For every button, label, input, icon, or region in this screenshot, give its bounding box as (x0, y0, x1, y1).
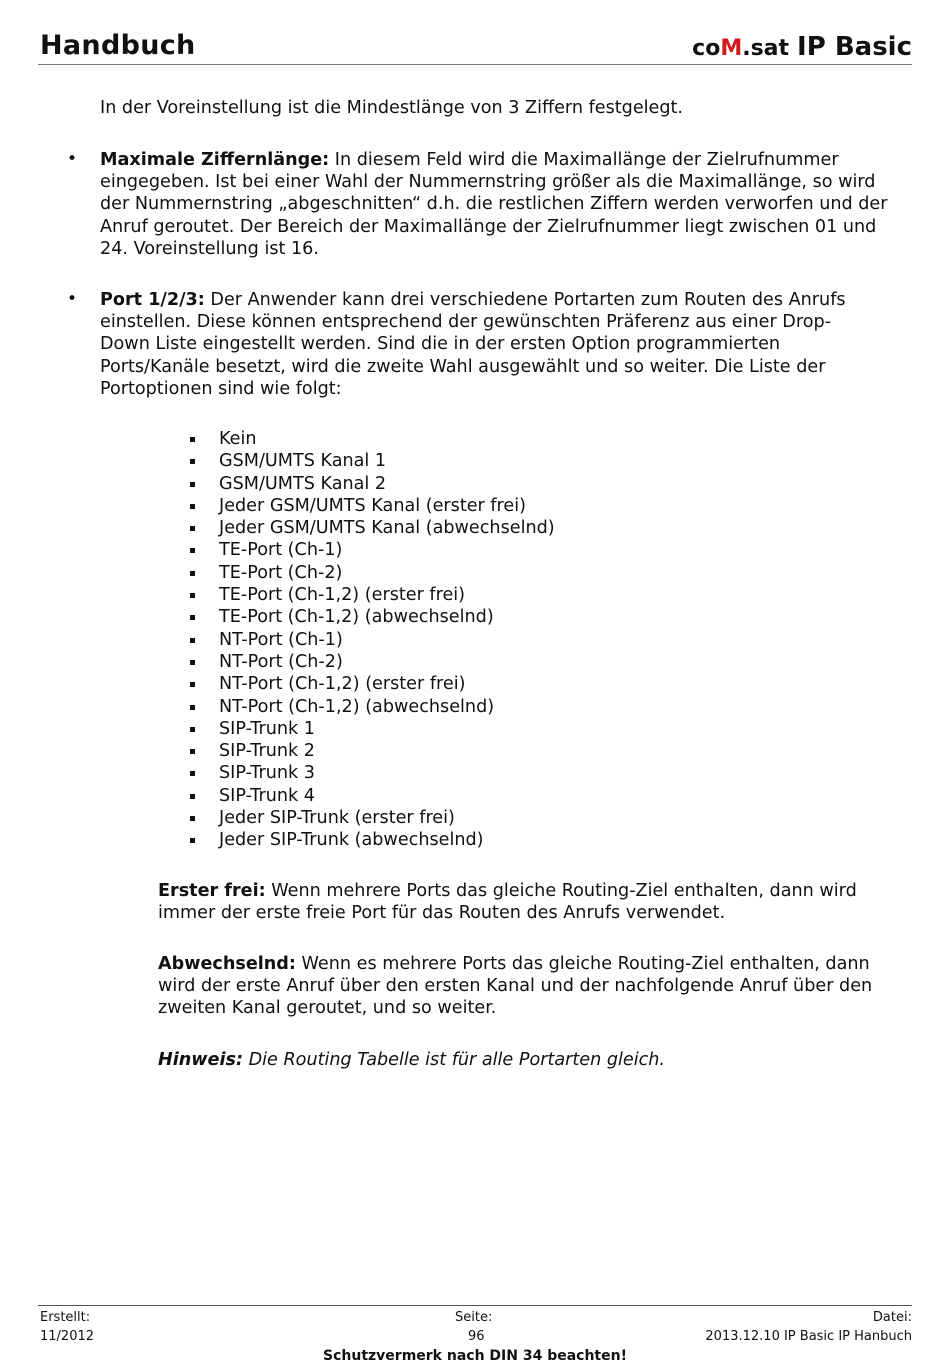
port-option-label: SIP-Trunk 4 (219, 785, 315, 806)
square-bullet-icon (190, 593, 195, 598)
port-option-label: SIP-Trunk 3 (219, 763, 315, 784)
max-length-text: In diesem Feld wird die Maximallänge der Zielrufnummer eingegeben. Ist bei einer Wahl der Nummernstring größer als die Maximallänge, so wird der Nummernstring „abgeschnitten“ d.h. die restlichen Ziffern werden verworfen und der Anruf geroutet. Der Bereich der Maximallänge der Zielrufnummer liegt zwischen 01 und 24. Voreinstellung ist 16. (100, 150, 888, 259)
port-option-item (190, 539, 555, 561)
square-bullet-icon (190, 682, 195, 687)
footer-notice: Schutzvermerk nach DIN 34 beachten! (323, 1348, 627, 1364)
port-option-label: SIP-Trunk 2 (219, 741, 315, 762)
port-option-label: SIP-Trunk 1 (219, 718, 315, 739)
port-option-label: Jeder GSM/UMTS Kanal (abwechselnd) (219, 518, 555, 539)
comsat-logo (692, 36, 789, 61)
port-option-item (190, 450, 555, 472)
square-bullet-icon (190, 504, 195, 509)
footer-file-value: 2013.12.10 IP Basic IP Hanbuch (705, 1329, 912, 1344)
square-bullet-icon (190, 571, 195, 576)
square-bullet-icon (190, 816, 195, 821)
note-term: Hinweis: (158, 1050, 244, 1070)
square-bullet-icon (190, 548, 195, 553)
port-option-item (190, 673, 555, 695)
bullet-max: • (67, 149, 78, 169)
port-option-label: Kein (219, 429, 257, 449)
port-option-item (190, 718, 555, 740)
port-option-label: Jeder SIP-Trunk (abwechselnd) (219, 830, 484, 851)
port-option-label: TE-Port (Ch-1) (219, 540, 343, 561)
port-option-label: NT-Port (Ch-1,2) (erster frei) (219, 674, 466, 695)
max-length-term: Maximale Ziffernlänge: (100, 150, 330, 170)
max-length-paragraph (100, 149, 900, 260)
first-free-term: Erster frei: (158, 881, 266, 901)
port-option-item (190, 562, 555, 584)
square-bullet-icon (190, 705, 195, 710)
footer-file-label: Datei: (872, 1310, 912, 1325)
port-option-label: NT-Port (Ch-2) (219, 651, 343, 672)
square-bullet-icon (190, 615, 195, 620)
alternating-paragraph (158, 953, 910, 1020)
port-option-item (190, 696, 555, 718)
first-free-paragraph (158, 880, 903, 924)
bullet-port: • (67, 289, 78, 309)
square-bullet-icon (190, 437, 195, 442)
port-option-item (190, 517, 555, 539)
header-brand (692, 32, 912, 62)
page-header (38, 28, 912, 65)
port-option-item (190, 629, 555, 651)
alternating-term: Abwechselnd: (158, 954, 296, 974)
square-bullet-icon (190, 838, 195, 843)
port-term: Port 1/2/3: (100, 290, 205, 310)
first-free-text: Wenn mehrere Ports das gleiche Routing-Ziel enthalten, dann wird immer der erste freie Port für das Routen des Anrufs verwendet. (158, 881, 857, 924)
footer-page-value: 96 (468, 1329, 485, 1344)
header-title: Handbuch (40, 30, 196, 61)
square-bullet-icon (190, 459, 195, 464)
port-option-item (190, 584, 555, 606)
port-option-item (190, 428, 555, 450)
port-option-item (190, 651, 555, 673)
note-text: Die Routing Tabelle ist für alle Portarten gleich. (243, 1050, 666, 1070)
square-bullet-icon (190, 749, 195, 754)
square-bullet-icon (190, 794, 195, 799)
logo-sat: .sat (742, 36, 790, 61)
port-text: Der Anwender kann drei verschiedene Portarten zum Routen des Anrufs einstellen. Diese können entsprechend der gewünschten Präferenz aus einer Drop-Down Liste eingestellt werden. Sind die in der ersten Option programmierten Ports/Kanäle besetzt, wird die zweite Wahl ausgewählt und so weiter. Die Liste der Portoptionen sind wie folgt: (100, 290, 846, 399)
port-option-item (190, 829, 555, 851)
square-bullet-icon (190, 660, 195, 665)
intro-paragraph: In der Voreinstellung ist die Mindestlänge von 3 Ziffern festgelegt. (100, 98, 684, 118)
port-option-label: NT-Port (Ch-1) (219, 629, 343, 650)
alternating-text: Wenn es mehrere Ports das gleiche Routing-Ziel enthalten, dann wird der erste Anruf über den ersten Kanal und der nachfolgende Anruf über den zweiten Kanal geroutet, und so weiter. (158, 954, 873, 1019)
product-name: IP Basic (797, 32, 912, 62)
note-paragraph (158, 1049, 903, 1071)
footer-created-label: Erstellt: (40, 1310, 91, 1325)
port-option-item (190, 785, 555, 807)
port-option-item (190, 807, 555, 829)
footer-page-label: Seite: (455, 1310, 493, 1325)
port-option-label: NT-Port (Ch-1,2) (abwechselnd) (219, 696, 495, 717)
square-bullet-icon (190, 771, 195, 776)
port-option-item (190, 495, 555, 517)
port-option-item (190, 740, 555, 762)
port-option-label: TE-Port (Ch-1,2) (erster frei) (219, 585, 466, 606)
square-bullet-icon (190, 727, 195, 732)
footer-divider (38, 1305, 912, 1306)
port-paragraph (100, 289, 875, 400)
port-option-label: TE-Port (Ch-1,2) (abwechselnd) (219, 607, 494, 628)
square-bullet-icon (190, 526, 195, 531)
footer-created-value: 11/2012 (40, 1329, 95, 1344)
square-bullet-icon (190, 638, 195, 643)
port-option-label: Jeder SIP-Trunk (erster frei) (219, 808, 455, 829)
logo-co: co (692, 36, 721, 61)
square-bullet-icon (190, 482, 195, 487)
port-option-label: GSM/UMTS Kanal 2 (219, 473, 387, 494)
port-option-item (190, 762, 555, 784)
port-option-item (190, 473, 555, 495)
port-option-label: Jeder GSM/UMTS Kanal (erster frei) (219, 495, 526, 516)
port-option-label: TE-Port (Ch-2) (219, 562, 343, 583)
port-option-label: GSM/UMTS Kanal 1 (219, 451, 387, 472)
port-option-item (190, 606, 555, 628)
port-options-list (190, 428, 555, 852)
logo-m: M (720, 36, 743, 61)
